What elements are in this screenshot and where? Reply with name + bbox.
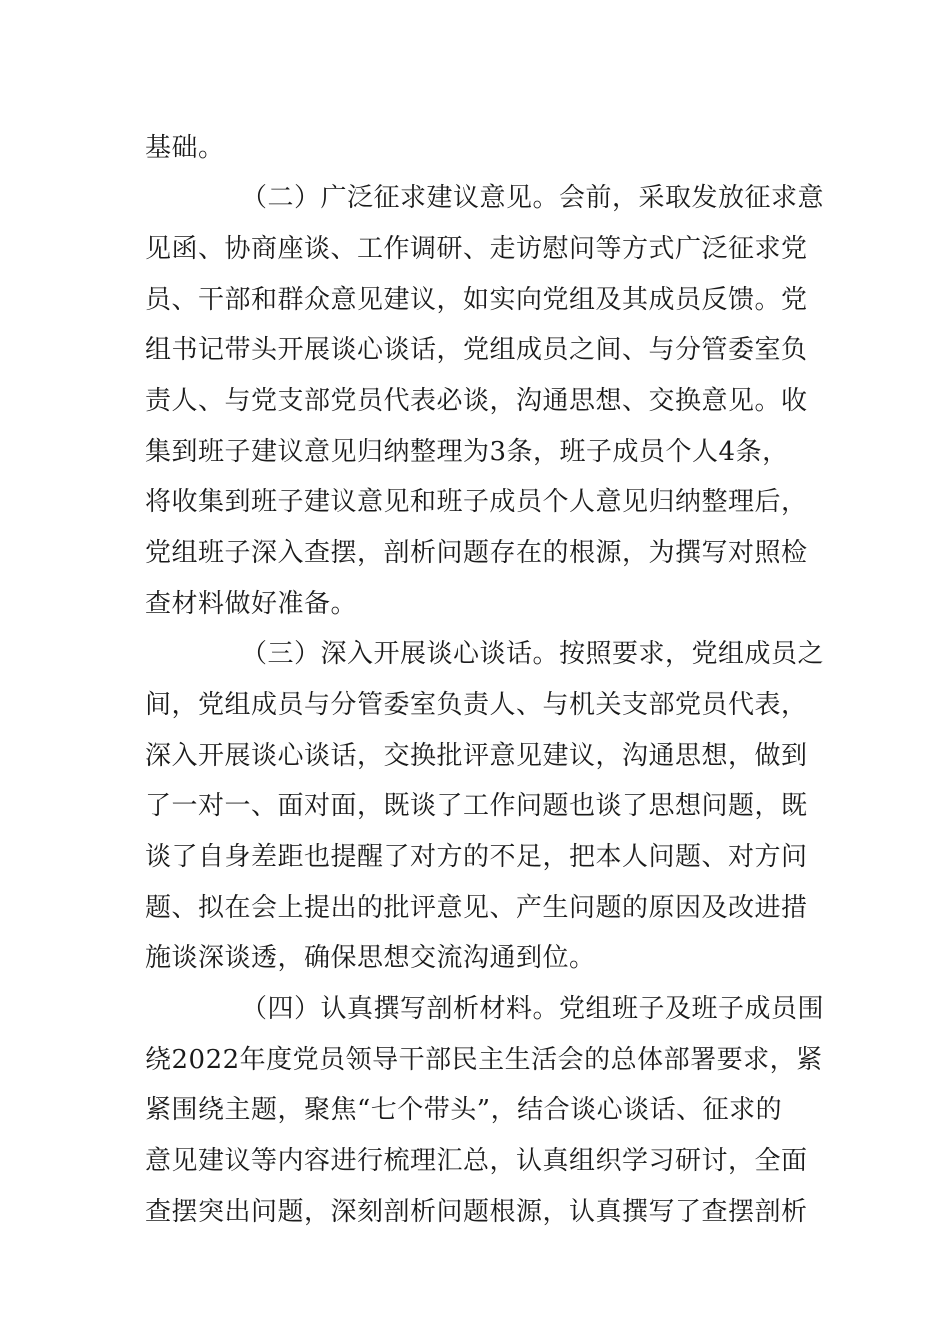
text-line: 集到班子建议意见归纳整理为3条，班子成员个人4条， — [145, 437, 789, 467]
text-line: 间，党组成员与分管委室负责人、与机关支部党员代表， — [145, 690, 808, 720]
text-line: 谈了自身差距也提醒了对方的不足，把本人问题、对方问 — [145, 842, 808, 872]
text-line: 责人、与党支部党员代表必谈，沟通思想、交换意见。收 — [145, 386, 808, 416]
text-line: 组书记带头开展谈心谈话，党组成员之间、与分管委室负 — [145, 335, 808, 365]
text-line: 查材料做好准备。 — [145, 589, 358, 619]
paragraph-4-first-line: （四）认真撰写剖析材料。党组班子及班子成员围 — [241, 994, 825, 1024]
text-line: 紧围绕主题，聚焦“七个带头”，结合谈心谈话、征求的 — [145, 1095, 783, 1125]
text-line: 题、拟在会上提出的批评意见、产生问题的原因及改进措 — [145, 893, 808, 923]
text-line: 基础。 — [145, 133, 225, 163]
paragraph-2-first-line: （二）广泛征求建议意见。会前，采取发放征求意 — [241, 183, 825, 213]
text-line: 员、干部和群众意见建议，如实向党组及其成员反馈。党 — [145, 285, 808, 315]
text-line: 见函、协商座谈、工作调研、走访慰问等方式广泛征求党 — [145, 234, 808, 264]
text-line: 党组班子深入查摆，剖析问题存在的根源，为撰写对照检 — [145, 538, 808, 568]
text-line: 查摆突出问题，深刻剖析问题根源，认真撰写了查摆剖析 — [145, 1197, 808, 1227]
text-line: 深入开展谈心谈话，交换批评意见建议，沟通思想，做到 — [145, 741, 808, 771]
paragraph-3-first-line: （三）深入开展谈心谈话。按照要求，党组成员之 — [241, 639, 825, 669]
text-line: 意见建议等内容进行梳理汇总，认真组织学习研讨，全面 — [145, 1146, 808, 1176]
text-line: 绕2022年度党员领导干部民主生活会的总体部署要求，紧 — [145, 1045, 823, 1075]
text-line: 将收集到班子建议意见和班子成员个人意见归纳整理后， — [145, 487, 808, 517]
text-line: 了一对一、面对面，既谈了工作问题也谈了思想问题，既 — [145, 791, 808, 821]
text-line: 施谈深谈透，确保思想交流沟通到位。 — [145, 943, 596, 973]
